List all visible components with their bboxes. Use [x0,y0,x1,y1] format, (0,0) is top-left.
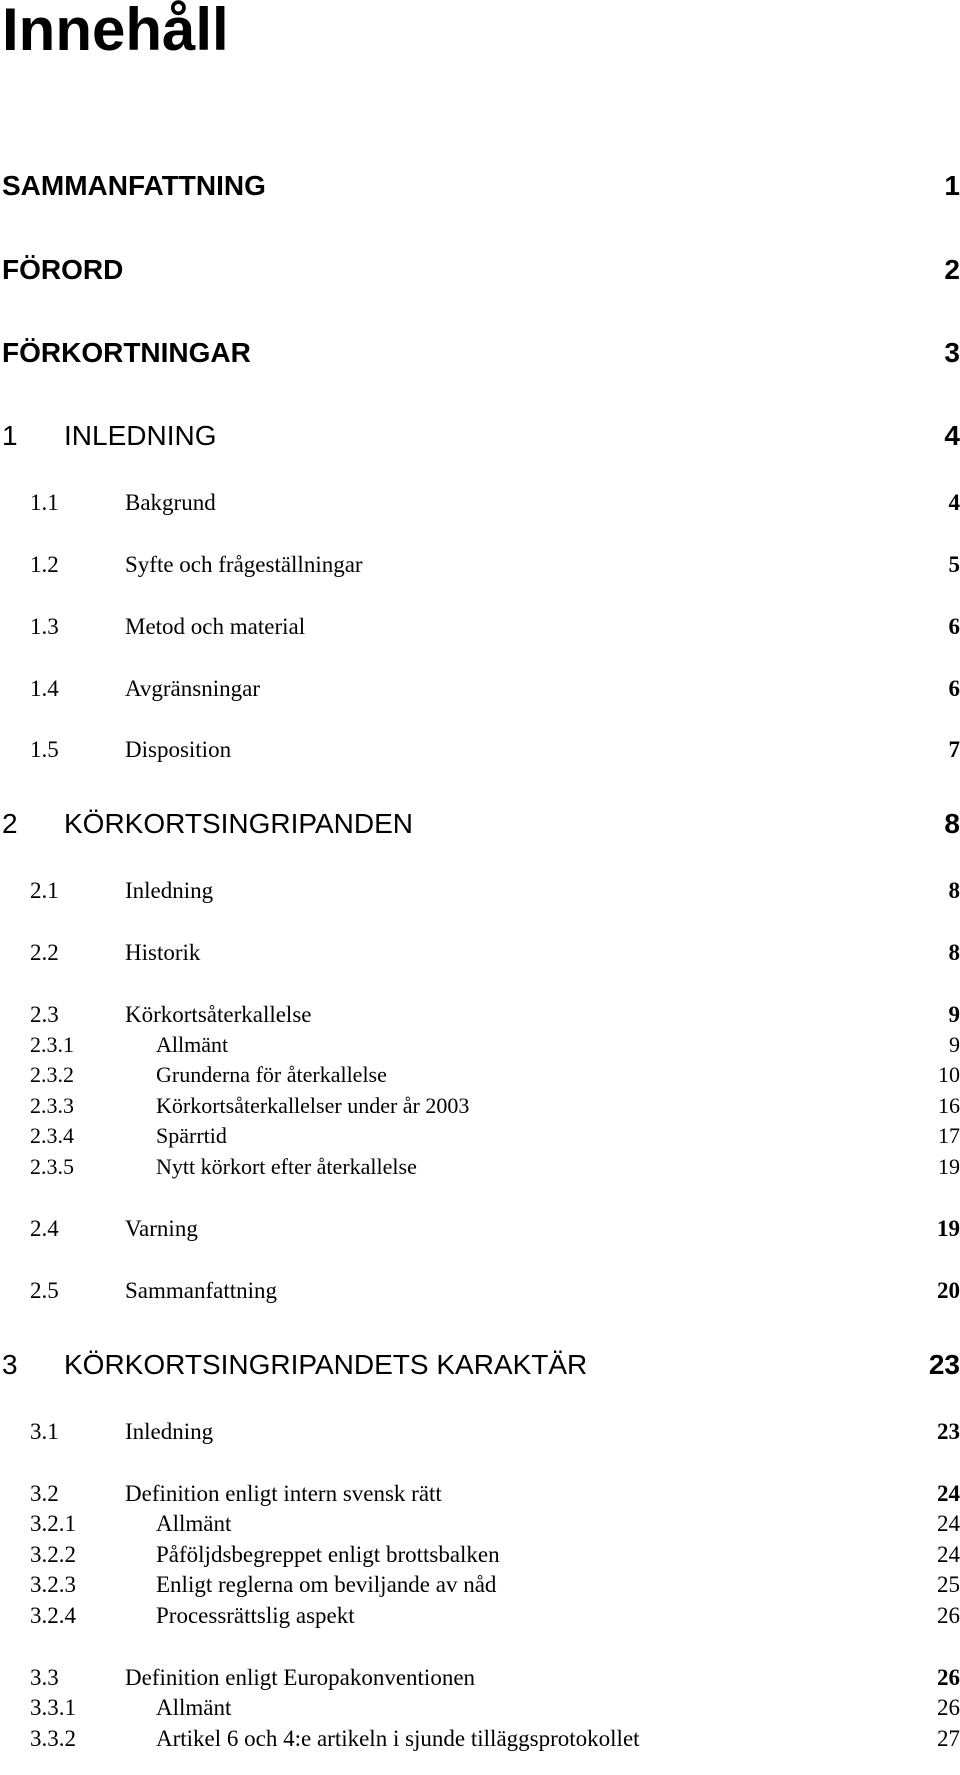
toc-entry-title: Varning [125,1216,198,1241]
toc-entry-page: 23 [928,1349,960,1380]
toc-entry-sammanfattning[interactable] [0,168,960,208]
toc-entry-page: 19 [938,1154,960,1179]
page-title: Innehåll [2,0,229,63]
toc-entry-number: 1.5 [30,737,59,762]
toc-entry-page: 26 [937,1695,960,1720]
toc-entry-page: 25 [937,1572,960,1597]
toc-entry-page: 9 [948,1002,960,1027]
toc-entry-number: 1.2 [30,552,59,577]
toc-entry-page: 10 [938,1062,960,1087]
toc-entry-title: Allmänt [156,1511,232,1536]
toc-entry-title: Körkortsåterkallelser under år 2003 [156,1093,470,1118]
toc-entry-page: 16 [938,1093,960,1118]
toc-entry-title: Påföljdsbegreppet enligt brottsbalken [156,1542,500,1567]
toc-entry-page: 8 [944,808,960,839]
toc-subsection[interactable] [0,1595,960,1635]
toc-entry-page: 7 [948,737,960,762]
toc-entry-page: 26 [937,1603,960,1628]
toc-entry-number: 3.2.1 [30,1511,76,1536]
toc-entry-title: Bakgrund [125,490,216,515]
toc-entry-title: SAMMANFATTNING [2,170,266,201]
toc-entry-number: 3 [2,1349,18,1380]
toc-entry-page: 9 [949,1032,960,1057]
toc-entry-page: 4 [944,420,960,451]
toc-section[interactable] [0,668,960,708]
toc-entry-number: 1.3 [30,614,59,639]
toc-entry-number: 2.1 [30,878,59,903]
toc-entry-number: 3.2.4 [30,1603,76,1628]
toc-entry-title: Spärrtid [156,1123,227,1148]
toc-entry-title: Grunderna för återkallelse [156,1062,387,1087]
toc-subsection[interactable] [0,1718,960,1758]
toc-entry-title: Definition enligt intern svensk rätt [125,1481,442,1506]
toc-entry-title: Sammanfattning [125,1278,278,1303]
toc-entry-number: 3.3.1 [30,1695,76,1720]
toc-entry-page: 26 [937,1665,960,1690]
toc-entry-page: 27 [937,1726,960,1751]
toc-entry-number: 2.3.2 [30,1062,74,1087]
toc-entry-page: 23 [937,1419,960,1444]
toc-chapter-2[interactable] [0,806,960,846]
toc-section[interactable] [0,932,960,972]
toc-section[interactable] [0,870,960,910]
toc-entry-page: 1 [944,170,960,201]
toc-entry-number: 2.5 [30,1278,59,1303]
toc-entry-page: 20 [937,1278,960,1303]
toc-entry-title: Disposition [125,737,232,762]
toc-entry-page: 5 [948,552,960,577]
toc-entry-title: Inledning [125,1419,214,1444]
toc-chapter-3[interactable] [0,1347,960,1387]
toc-entry-number: 2.2 [30,940,59,965]
toc-entry-number: 2.3.5 [30,1154,74,1179]
toc-section[interactable] [0,482,960,522]
toc-entry-page: 24 [937,1511,960,1536]
toc-section[interactable] [0,1270,960,1310]
toc-entry-number: 1.1 [30,490,59,515]
toc-chapter-1[interactable] [0,418,960,458]
toc-entry-page: 6 [948,614,960,639]
toc-entry-title: Nytt körkort efter återkallelse [156,1154,417,1179]
toc-entry-page: 24 [937,1481,960,1506]
toc-section[interactable] [0,1411,960,1451]
toc-entry-title: Metod och material [125,614,306,639]
toc-entry-title: Avgränsningar [125,676,260,701]
toc-entry-title: Definition enligt Europakonventionen [125,1665,476,1690]
toc-entry-title: Historik [125,940,201,965]
toc-entry-page: 8 [948,878,960,903]
toc-entry-number: 3.2.2 [30,1542,76,1567]
toc-entry-number: 2.3.4 [30,1123,74,1148]
toc-entry-page: 6 [948,676,960,701]
toc-section[interactable] [0,729,960,769]
toc-entry-title: Allmänt [156,1695,232,1720]
toc-entry-number: 1.4 [30,676,59,701]
toc-entry-number: 2 [2,808,18,839]
toc-entry-forkortningar[interactable] [0,335,960,375]
toc-entry-number: 1 [2,420,18,451]
toc-entry-title: KÖRKORTSINGRIPANDEN [64,808,414,839]
toc-entry-page: 4 [948,490,960,515]
toc-entry-forord[interactable] [0,252,960,292]
toc-entry-number: 2.3.3 [30,1093,74,1118]
toc-entry-title: Allmänt [156,1032,229,1057]
toc-entry-title: Enligt reglerna om beviljande av nåd [156,1572,497,1597]
toc-entry-title: FÖRORD [2,254,124,285]
toc-entry-title: Processrättslig aspekt [156,1603,355,1628]
toc-entry-title: KÖRKORTSINGRIPANDETS KARAKTÄR [64,1349,588,1380]
toc-entry-title: Artikel 6 och 4:e artikeln i sjunde tilläggsprotokollet [156,1726,640,1751]
toc-section[interactable] [0,1208,960,1248]
toc-entry-number: 3.3.2 [30,1726,76,1751]
toc-entry-title: INLEDNING [64,420,217,451]
toc-entry-number: 2.3.1 [30,1032,74,1057]
toc-entry-page: 19 [937,1216,960,1241]
toc-entry-number: 3.1 [30,1419,59,1444]
toc-entry-number: 3.2.3 [30,1572,76,1597]
toc-entry-page: 2 [944,254,960,285]
toc-entry-title: Körkortsåterkallelse [125,1002,312,1027]
toc-entry-number: 2.4 [30,1216,59,1241]
toc-entry-number: 2.3 [30,1002,59,1027]
toc-section[interactable] [0,606,960,646]
toc-entry-page: 3 [944,337,960,368]
toc-entry-title: FÖRKORTNINGAR [2,337,251,368]
toc-entry-page: 8 [948,940,960,965]
toc-entry-number: 3.2 [30,1481,59,1506]
toc-entry-number: 3.3 [30,1665,59,1690]
toc-entry-title: Inledning [125,878,214,903]
toc-entry-page: 24 [937,1542,960,1567]
toc-entry-title: Syfte och frågeställningar [125,552,363,577]
toc-section[interactable] [0,544,960,584]
toc-subsection[interactable] [0,1146,960,1186]
toc-entry-page: 17 [938,1123,960,1148]
